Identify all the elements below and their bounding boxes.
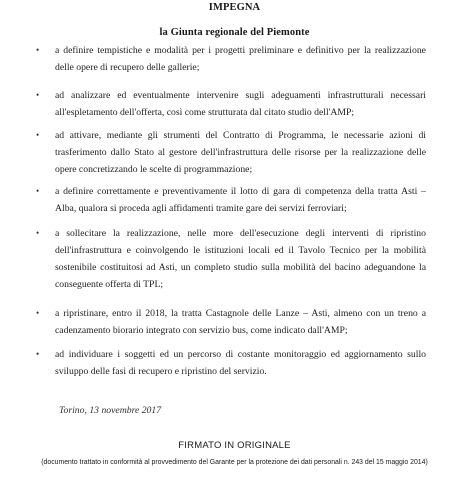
commitment-item — [36, 346, 426, 380]
bullet-icon: • — [36, 186, 40, 196]
document-heading: IMPEGNA — [208, 2, 261, 13]
commitment-item — [36, 183, 426, 217]
place-and-date: Torino, 13 novembre 2017 — [59, 405, 162, 416]
bullet-icon: • — [36, 45, 40, 55]
commitment-text: ad attivare, mediante gli strumenti del Contratto di Programma, le necessarie azioni di trasferimento dallo Stato al gestore dell'infrastruttura delle risorse per la realizzazione delle opere concretizzando le scelte di programmazione; — [55, 130, 426, 175]
privacy-footnote: (documento trattato in conformità al provvedimento del Garante per la protezione dei dati personali n. 243 del 15 maggio 2014) — [41, 459, 428, 466]
commitment-text: a sollecitare la realizzazione, nelle more dell'esecuzione degli interventi di ripristino dell'infrastruttura e coinvolgendo le istituzioni locali ed il Tavolo Tecnico per la mobilità sostenibile costituitosi ad Asti, un completo studio sulla mobilità del bacino adeguandone la conseguente offerta di TPL; — [55, 228, 426, 290]
commitment-item — [36, 305, 426, 339]
bullet-icon: • — [36, 130, 40, 140]
commitment-text: a definire tempistiche e modalità per i progetti preliminare e definitivo per la realizzazione delle opere di recupero delle gallerie; — [55, 45, 426, 73]
bullet-icon: • — [36, 228, 40, 238]
commitment-item — [36, 42, 426, 76]
commitment-text: ad analizzare ed eventualmente intervenire sugli adeguamenti infrastrutturali necessari all'espletamento dell'offerta, così come strutturata dal citato studio dell'AMP; — [55, 90, 426, 118]
commitment-text: a definire correttamente e preventivamente il lotto di gara di competenza della tratta Asti – Alba, qualora si proceda agli affidamenti tramite gare dei servizi ferroviari; — [55, 186, 426, 214]
commitment-text: a ripristinare, entro il 2018, la tratta Castagnole delle Lanze – Asti, almeno con un treno a cadenzamento biorario integrato con servizio bus, come indicato dall'AMP; — [55, 308, 426, 336]
commitment-item — [36, 87, 426, 121]
commitment-item — [36, 225, 426, 293]
bullet-icon: • — [36, 308, 40, 318]
commitment-text: ad individuare i soggetti ed un percorso di costante monitoraggio ed aggiornamento sullo sviluppo delle fasi di recupero e ripristino del servizio. — [55, 349, 426, 377]
bullet-icon: • — [36, 349, 40, 359]
commitment-item — [36, 127, 426, 178]
bullet-icon: • — [36, 90, 40, 100]
signed-original-label: FIRMATO IN ORIGINALE — [178, 440, 291, 451]
document-subheading: la Giunta regionale del Piemonte — [159, 27, 310, 38]
